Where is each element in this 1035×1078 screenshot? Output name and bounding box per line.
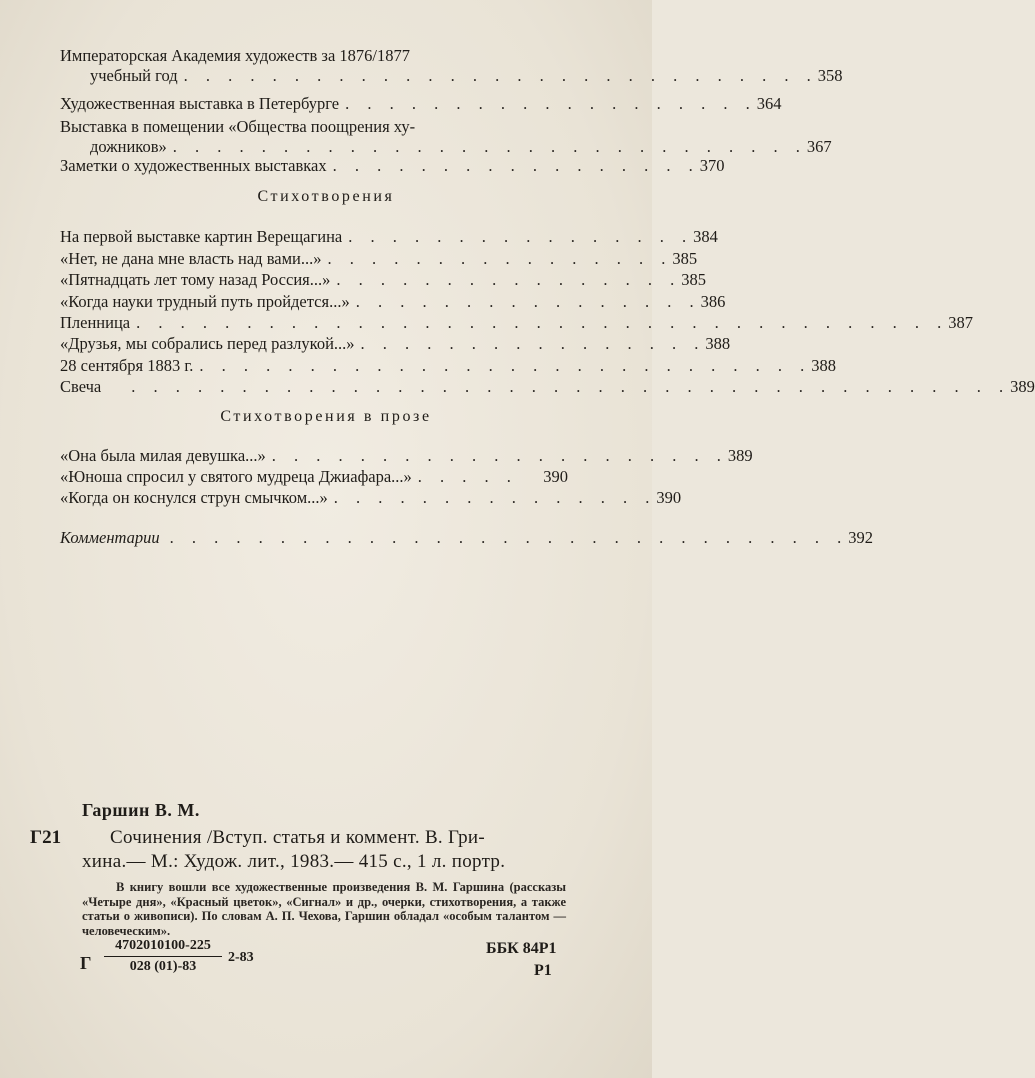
leader-dots: . . . . . . . . . . . . . . . . — [360, 334, 706, 353]
leader-dots: . . . . . . . . . . . . . . . . . — [332, 156, 700, 175]
toc-entry-text: 28 сентября 1883 г. — [60, 356, 194, 375]
toc-entry-academy — [60, 46, 843, 86]
toc-page-number: 388 — [705, 334, 731, 353]
leader-dots: . . . . . . . . . . . . . . . . . . . . . . . . . . . . . . . — [169, 528, 849, 547]
toc-entry-text: «Она была милая девушка...» — [60, 446, 266, 465]
card-annotation: В книгу вошли все художественные произведения В. М. Гаршина (рассказы «Четыре дня», «Красный цветок», «Сигнал» и др., очерки, стихотворения, а также статьи о живописи). По словам А. П. Чехова, Гаршин обладал «особым талантом — человеческим». — [82, 880, 566, 938]
toc-entry-poem — [60, 270, 706, 290]
card-bibliographic-description — [82, 826, 565, 874]
toc-page-number: 390 — [543, 467, 568, 486]
toc-entry-poem — [60, 227, 718, 247]
toc-entry-poem — [60, 292, 726, 312]
leader-dots: . . . . . . . . . . . . . . . . — [348, 227, 694, 246]
toc-entry-text: На первой выставке картин Верещагина — [60, 227, 343, 246]
toc-entry-text-cont: дожников» — [90, 137, 167, 156]
card-bbk-code: ББК 84Р1 — [486, 940, 557, 957]
section-heading-prose-poems: Стихотворения в прозе — [220, 408, 432, 425]
toc-entry-comments — [60, 528, 874, 548]
toc-entry-poem — [60, 377, 1035, 397]
card-g-letter: Г — [80, 953, 92, 973]
fraction-tail: 2-83 — [228, 950, 254, 965]
leader-dots: . . . . . . . . . . . . . . . . . . . . . . . . . . . . . — [183, 66, 818, 85]
toc-page-number: 388 — [811, 356, 837, 375]
toc-entry-poem — [60, 356, 837, 376]
toc-entry-text: «Юноша спросил у святого мудреца Джиафара...» — [60, 467, 412, 486]
leader-dots: . . . . . . . . . . . . . . . . . . . — [345, 94, 757, 113]
toc-page-number: 389 — [1010, 377, 1035, 396]
toc-entry-poem — [60, 313, 973, 333]
toc-entry-prose — [60, 446, 753, 466]
toc-entry-text: «Пятнадцать лет тому назад Россия...» — [60, 270, 331, 289]
leader-dots: . . . . . . . . . . . . . . . . . . . . . — [271, 446, 728, 465]
toc-page-number: 389 — [727, 446, 753, 465]
card-author: Гаршин В. М. — [82, 800, 200, 820]
toc-page-number: 390 — [656, 488, 682, 507]
card-description-line: Сочинения /Вступ. статья и коммент. В. Гри- — [110, 827, 486, 848]
toc-entry-text: «Нет, не дана мне власть над вами...» — [60, 249, 322, 268]
toc-entry-text: Свеча — [60, 377, 102, 396]
leader-dots: . . . . . . . . . . . . . . . . . . . . . . . . . . . . — [199, 356, 812, 375]
toc-entry-text: Пленница — [60, 313, 131, 332]
toc-entry-poem — [60, 334, 731, 354]
toc-entry-text-cont: учебный год — [90, 66, 178, 85]
leader-dots: . . . . . . . . . . . . . . . . . . . . . . . . . . . . . . . . . . . . . . . . — [131, 377, 1011, 396]
fraction-numerator: 4702010100-225 — [104, 938, 222, 957]
leader-dots: . . . . . . . . . . . . . . . — [333, 488, 657, 507]
toc-entry-text: Художественная выставка в Петербурге — [60, 94, 340, 113]
toc-entry-text: Выставка в помещении «Общества поощрения ху- — [60, 117, 416, 136]
toc-entry-poem — [60, 249, 698, 269]
card-classification-fraction — [104, 938, 222, 975]
toc-entry-text: «Друзья, мы собрались перед разлукой...» — [60, 334, 355, 353]
toc-page-number: 386 — [700, 292, 726, 311]
fraction-denominator: 028 (01)-83 — [129, 959, 197, 974]
card-description-line: хина.— М.: Худож. лит., 1983.— 415 с., 1 л. портр. — [82, 851, 506, 872]
toc-entry-text: Комментарии — [60, 528, 160, 547]
toc-page-number: 385 — [681, 270, 706, 289]
toc-page-number: 370 — [699, 156, 725, 175]
toc-entry-prose — [60, 488, 682, 508]
toc-page-number: 358 — [817, 66, 843, 85]
toc-page-number: 385 — [672, 249, 698, 268]
toc-entry-prose — [60, 467, 568, 487]
toc-entry-text: Императорская Академия художеств за 1876/1877 — [60, 46, 410, 65]
toc-page-number: 387 — [948, 313, 973, 332]
leader-dots: . . . . . . . . . . . . . . . . — [327, 249, 673, 268]
toc-page-number: 367 — [806, 137, 832, 156]
toc-entry-text: Заметки о художественных выставках — [60, 156, 327, 175]
toc-entry-text: «Когда науки трудный путь пройдется...» — [60, 292, 350, 311]
card-p1-code: Р1 — [534, 962, 552, 979]
leader-dots: . . . . . . . . . . . . . . . . . . . . . . . . . . . . . — [172, 137, 807, 156]
leader-dots: . . . . . . . . . . . . . . . . . . . . . . . . . . . . . . . . . . . . . — [136, 313, 949, 332]
toc-page-number: 364 — [756, 94, 782, 113]
toc-entry-notes — [60, 156, 725, 176]
card-index: Г21 — [30, 827, 62, 848]
section-heading-poems: Стихотворения — [257, 188, 395, 205]
toc-page-number: 392 — [848, 528, 874, 547]
toc-entry-exhibition-petersburg — [60, 94, 782, 114]
toc-entry-text: «Когда он коснулся струн смычком...» — [60, 488, 328, 507]
leader-dots: . . . . . — [417, 467, 518, 486]
toc-entry-society-exhibition — [60, 117, 832, 157]
toc-page-number: 384 — [693, 227, 718, 246]
leader-dots: . . . . . . . . . . . . . . . . — [355, 292, 701, 311]
leader-dots: . . . . . . . . . . . . . . . . — [336, 270, 682, 289]
